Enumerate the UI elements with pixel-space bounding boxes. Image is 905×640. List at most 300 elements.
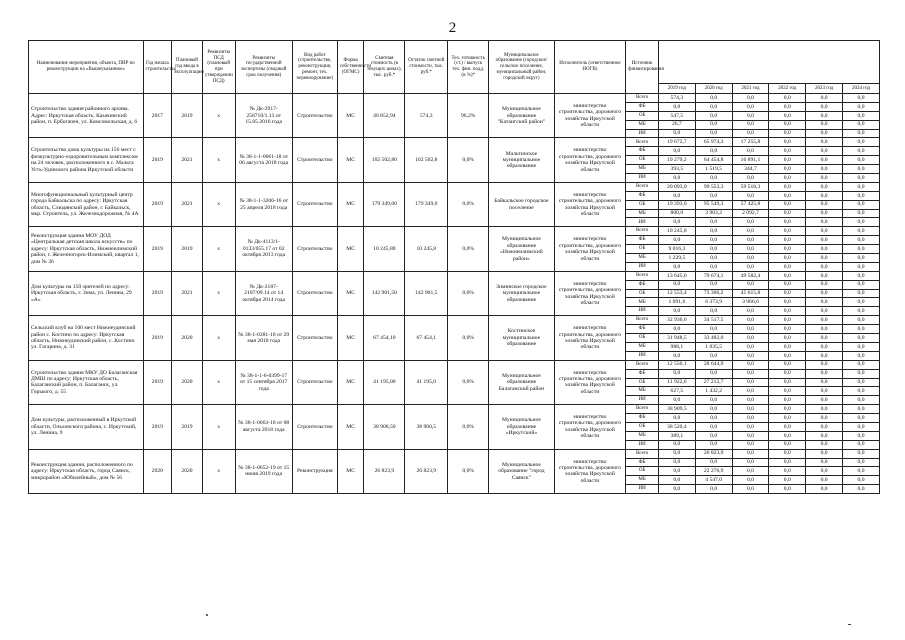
value-cell: 0,0 xyxy=(806,254,843,263)
funding-source: Всего xyxy=(626,227,659,236)
value-cell: 0,0 xyxy=(769,476,806,485)
header-cell: Муниципальное образование (городское/сельское поселение, муниципальный район, городской округ) xyxy=(489,41,554,94)
value-cell: 0,0 xyxy=(695,307,732,316)
value-cell: 0,0 xyxy=(806,102,843,111)
value-cell: 0,0 xyxy=(843,334,880,343)
header-cell: Тех. готовность (ст.) / выпуск тех. фин. подд. (в %)* xyxy=(448,41,489,94)
value-cell: 0,0 xyxy=(695,120,732,129)
value-cell: 12 553,4 xyxy=(658,289,695,298)
cell-municipality: Муниципальное образование "Катангский район" xyxy=(489,94,554,138)
value-cell: 344,7 xyxy=(732,165,769,174)
cell-municipality: Муниципальное образование «Иркутский» xyxy=(489,405,554,449)
cell-name: Сельский клуб на 100 мест Нижнеудинский район с. Костино по адресу: Иркутская область, Нижнеудинский район, с. Костино ул. Гагарина, д. 31 xyxy=(29,316,144,360)
value-cell: 0,0 xyxy=(769,209,806,218)
cell-municipality: Муниципальное образование «Нижнеилимский район» xyxy=(489,227,554,271)
value-cell: 0,0 xyxy=(769,449,806,458)
cell-psd: х xyxy=(202,94,235,138)
header-cell: Форма собственности (ОГМС) xyxy=(337,41,364,94)
value-cell: 2 092,7 xyxy=(732,209,769,218)
value-cell: 0,0 xyxy=(658,458,695,467)
value-cell: 0,0 xyxy=(806,387,843,396)
value-cell: 0,0 xyxy=(769,218,806,227)
funding-source: МБ xyxy=(626,209,659,218)
cell-start: 2019 xyxy=(143,227,172,271)
value-cell: 38 909,5 xyxy=(658,405,695,414)
value-cell: 0,0 xyxy=(843,191,880,200)
value-cell: 0,0 xyxy=(806,182,843,191)
funding-source: ИИ xyxy=(626,262,659,271)
value-cell: 0,0 xyxy=(695,111,732,120)
value-cell: 0,0 xyxy=(769,458,806,467)
value-cell: 22 276,9 xyxy=(695,467,732,476)
value-cell: 0,0 xyxy=(732,422,769,431)
cell-municipality: Муниципальное образование Балаганский район xyxy=(489,360,554,404)
cell-own: МС xyxy=(337,316,364,360)
value-cell: 0,0 xyxy=(658,280,695,289)
value-cell: 27 212,7 xyxy=(695,378,732,387)
cell-cost: 142 901,50 xyxy=(364,271,405,315)
cell-start: 2019 xyxy=(143,405,172,449)
value-cell: 0,0 xyxy=(769,236,806,245)
header-cell: Остаток сметной стоимости, тыс. руб.* xyxy=(405,41,448,94)
cell-municipality: Байкальское городское поселение xyxy=(489,182,554,226)
value-cell: 0,0 xyxy=(658,449,695,458)
funding-source: МБ xyxy=(626,165,659,174)
value-cell: 1 432,2 xyxy=(695,387,732,396)
value-cell: 0,0 xyxy=(769,245,806,254)
cell-expertise: № 38-1-1-0661-18 от 06 августа 2018 года xyxy=(235,138,292,182)
value-cell: 800,0 xyxy=(658,209,695,218)
value-cell: 0,0 xyxy=(769,271,806,280)
cell-psd: х xyxy=(202,138,235,182)
cell-work: Строительство xyxy=(292,360,337,404)
funding-source: ОБ xyxy=(626,334,659,343)
funding-source: МБ xyxy=(626,431,659,440)
value-cell: 0,0 xyxy=(843,200,880,209)
value-cell: 0,0 xyxy=(843,271,880,280)
value-cell: 0,0 xyxy=(769,174,806,183)
funding-source: МБ xyxy=(626,298,659,307)
cell-executor: министерство строительства, дорожного хозяйства Иркутской области xyxy=(554,271,626,315)
value-cell: 0,0 xyxy=(843,209,880,218)
cell-cost: 67 454,10 xyxy=(364,316,405,360)
cell-ready: 0,0% xyxy=(448,360,489,404)
value-cell: 65 974,3 xyxy=(695,138,732,147)
value-cell: 0,0 xyxy=(806,129,843,138)
cell-expertise: № Дк-4113/1-0133/055.17 от 02 октября 2013 года xyxy=(235,227,292,271)
value-cell: 0,0 xyxy=(806,440,843,449)
cell-psd: х xyxy=(202,360,235,404)
value-cell: 0,0 xyxy=(806,138,843,147)
funding-source: ИИ xyxy=(626,485,659,494)
table-row xyxy=(29,227,880,236)
cell-remaining: 10 245,8 xyxy=(405,227,448,271)
value-cell: 33 482,0 xyxy=(695,334,732,343)
value-cell: 0,0 xyxy=(769,405,806,414)
cell-remaining: 179 349,0 xyxy=(405,182,448,226)
value-cell: 0,0 xyxy=(769,440,806,449)
value-cell: 0,0 xyxy=(843,102,880,111)
value-cell: 0,0 xyxy=(658,476,695,485)
value-cell: 0,0 xyxy=(658,174,695,183)
funding-source: ИИ xyxy=(626,440,659,449)
value-cell: 0,0 xyxy=(769,298,806,307)
funding-source: ОБ xyxy=(626,467,659,476)
cell-ready: 0,0% xyxy=(448,227,489,271)
value-cell: 0,0 xyxy=(806,209,843,218)
funding-source: ОБ xyxy=(626,378,659,387)
value-cell: 0,0 xyxy=(658,129,695,138)
value-cell: 0,0 xyxy=(769,165,806,174)
value-cell: 0,0 xyxy=(732,147,769,156)
value-cell: 0,0 xyxy=(806,156,843,165)
value-cell: 64 454,8 xyxy=(695,156,732,165)
value-cell: 73 300,2 xyxy=(695,289,732,298)
value-cell: 0,0 xyxy=(806,111,843,120)
funding-source: ОБ xyxy=(626,156,659,165)
value-cell: 0,0 xyxy=(806,280,843,289)
cell-expertise: № 38-1-0381-18 от 29 мая 2018 года xyxy=(235,316,292,360)
cell-remaining: 26 823,9 xyxy=(405,449,448,493)
value-cell: 0,0 xyxy=(769,289,806,298)
funding-source: ОБ xyxy=(626,289,659,298)
value-cell: 0,0 xyxy=(732,236,769,245)
value-cell: 0,0 xyxy=(695,254,732,263)
funding-source: МБ xyxy=(626,342,659,351)
value-cell: 0,0 xyxy=(806,174,843,183)
value-cell: 574,3 xyxy=(658,94,695,103)
value-cell: 0,0 xyxy=(695,280,732,289)
funding-source: ОБ xyxy=(626,111,659,120)
value-cell: 0,0 xyxy=(843,396,880,405)
value-cell: 0,0 xyxy=(806,94,843,103)
value-cell: 0,0 xyxy=(769,369,806,378)
cell-executor: министерство строительства, дорожного хозяйства Иркутской области xyxy=(554,405,626,449)
funding-source: МБ xyxy=(626,387,659,396)
value-cell: 0,0 xyxy=(806,369,843,378)
value-cell: 49 582,4 xyxy=(732,271,769,280)
header-cell: Плановый год ввода в эксплуатацию xyxy=(172,41,203,94)
value-cell: 0,0 xyxy=(843,182,880,191)
value-cell: 0,0 xyxy=(769,254,806,263)
cell-name: Дом культуры, расположенный в Иркутской области, Ольхонского района, с. Иркутский, ул. Ленина, 9 xyxy=(29,405,144,449)
cell-executor: министерство строительства, дорожного хозяйства Иркутской области xyxy=(554,182,626,226)
cell-expertise: № Дк-2187-2187/09.14 от 14 октября 2014 года xyxy=(235,271,292,315)
value-cell: 1 035,5 xyxy=(695,342,732,351)
funding-source: ФБ xyxy=(626,325,659,334)
value-cell: 0,0 xyxy=(695,431,732,440)
value-cell: 0,0 xyxy=(769,334,806,343)
value-cell: 0,0 xyxy=(658,262,695,271)
cell-start: 2019 xyxy=(143,271,172,315)
funding-source: ФБ xyxy=(626,458,659,467)
value-cell: 0,0 xyxy=(806,485,843,494)
value-cell: 0,0 xyxy=(843,218,880,227)
value-cell: 547,5 xyxy=(658,111,695,120)
header-cell: Год начала строительства xyxy=(143,41,172,94)
cell-remaining: 67 454,1 xyxy=(405,316,448,360)
value-cell: 0,0 xyxy=(843,245,880,254)
value-cell: 0,0 xyxy=(806,458,843,467)
value-cell: 0,0 xyxy=(806,236,843,245)
cell-ready: 0,0% xyxy=(448,405,489,449)
cell-remaining: 102 502,8 xyxy=(405,138,448,182)
value-cell: 0,0 xyxy=(843,405,880,414)
cell-start: 2019 xyxy=(143,182,172,226)
cell-expertise: № 38-1-1-3206-16 от 25 апреля 2018 года xyxy=(235,182,292,226)
value-cell: 0,0 xyxy=(806,289,843,298)
cell-cost: 41 195,00 xyxy=(364,360,405,404)
value-cell: 59 518,3 xyxy=(732,182,769,191)
cell-cost: 26 823,9 xyxy=(364,449,405,493)
header-cell: Источник финансирования xyxy=(626,41,659,94)
value-cell: 0,0 xyxy=(843,254,880,263)
cell-own: МС xyxy=(337,271,364,315)
value-cell: 0,0 xyxy=(843,431,880,440)
value-cell: 19 393,0 xyxy=(658,200,695,209)
header-blank xyxy=(658,41,879,84)
value-cell: 0,0 xyxy=(732,476,769,485)
funding-source: ИИ xyxy=(626,396,659,405)
cell-expertise: № 38-1-0652-19 от 15 июня 2019 года xyxy=(235,449,292,493)
value-cell: 0,0 xyxy=(806,476,843,485)
value-cell: 0,0 xyxy=(732,227,769,236)
value-cell: 0,0 xyxy=(769,191,806,200)
value-cell: 0,0 xyxy=(695,94,732,103)
value-cell: 26 823,9 xyxy=(695,449,732,458)
value-cell: 0,0 xyxy=(843,227,880,236)
value-cell: 0,0 xyxy=(732,405,769,414)
value-cell: 0,0 xyxy=(769,360,806,369)
value-cell: 0,0 xyxy=(732,262,769,271)
cell-work: Строительство xyxy=(292,182,337,226)
value-cell: 0,0 xyxy=(732,129,769,138)
cell-cost: 38 900,50 xyxy=(364,405,405,449)
value-cell: 0,0 xyxy=(843,387,880,396)
value-cell: 0,0 xyxy=(806,227,843,236)
funding-source: ИИ xyxy=(626,129,659,138)
value-cell: 0,0 xyxy=(843,280,880,289)
funding-source: ФБ xyxy=(626,191,659,200)
value-cell: 0,0 xyxy=(806,218,843,227)
cell-remaining: 38 900,5 xyxy=(405,405,448,449)
value-cell: 0,0 xyxy=(732,360,769,369)
funding-source: ФБ xyxy=(626,102,659,111)
funding-source: ФБ xyxy=(626,147,659,156)
value-cell: 38 520,4 xyxy=(658,422,695,431)
cell-own: МС xyxy=(337,449,364,493)
value-cell: 393,5 xyxy=(658,165,695,174)
value-cell: 0,0 xyxy=(769,342,806,351)
cell-remaining: 142 901,5 xyxy=(405,271,448,315)
value-cell: 1 229,5 xyxy=(658,254,695,263)
table-header xyxy=(29,41,880,94)
value-cell: 0,0 xyxy=(806,467,843,476)
value-cell: 0,0 xyxy=(658,307,695,316)
value-cell: 0,0 xyxy=(843,476,880,485)
cell-end: 2020 xyxy=(172,449,203,493)
table-row xyxy=(29,405,880,414)
cell-start: 2017 xyxy=(143,94,172,138)
value-cell: 0,0 xyxy=(843,316,880,325)
funding-source: Всего xyxy=(626,405,659,414)
value-cell: 0,0 xyxy=(769,467,806,476)
year-header: 2021 год xyxy=(732,84,769,94)
value-cell: 627,5 xyxy=(658,387,695,396)
value-cell: 0,0 xyxy=(732,440,769,449)
value-cell: 0,0 xyxy=(695,218,732,227)
value-cell: 0,0 xyxy=(695,485,732,494)
value-cell: 0,0 xyxy=(806,325,843,334)
value-cell: 0,0 xyxy=(843,342,880,351)
value-cell: 0,0 xyxy=(732,254,769,263)
value-cell: 0,0 xyxy=(769,227,806,236)
cell-end: 2021 xyxy=(172,182,203,226)
value-cell: 12 550,1 xyxy=(658,360,695,369)
cell-name: Реконструкция здания МОУ ДОД «Центральная детская школа искусств» по адресу: Иркутская область, Нижнеилимский район, г. Железногорск-Илимский, квартал 1, дом № 36 xyxy=(29,227,144,271)
cell-work: Строительство xyxy=(292,316,337,360)
value-cell: 0,0 xyxy=(695,369,732,378)
value-cell: 0,0 xyxy=(732,387,769,396)
value-cell: 0,0 xyxy=(806,262,843,271)
funding-source: ОБ xyxy=(626,245,659,254)
cell-start: 2020 xyxy=(143,449,172,493)
cell-ready: 96,2% xyxy=(448,94,489,138)
table-row xyxy=(29,449,880,458)
value-cell: 0,0 xyxy=(732,191,769,200)
value-cell: 0,0 xyxy=(843,449,880,458)
cell-executor: министерство строительства, дорожного хозяйства Иркутской области xyxy=(554,360,626,404)
value-cell: 0,0 xyxy=(843,147,880,156)
value-cell: 3 966,6 xyxy=(732,298,769,307)
page-number: 2 xyxy=(448,20,457,36)
value-cell: 0,0 xyxy=(732,396,769,405)
value-cell: 0,0 xyxy=(695,422,732,431)
funding-source: ОБ xyxy=(626,200,659,209)
value-cell: 4 547,0 xyxy=(695,476,732,485)
cell-name: Строительство здания районного архива. Адрес: Иркутская область, Казачинский район, п. Ербогачен, ул. Комсомольская, д. 6 xyxy=(29,94,144,138)
value-cell: 0,0 xyxy=(695,147,732,156)
funding-source: ИИ xyxy=(626,174,659,183)
value-cell: 0,0 xyxy=(732,458,769,467)
value-cell: 0,0 xyxy=(658,467,695,476)
funding-source: ИИ xyxy=(626,351,659,360)
cell-work: Строительство xyxy=(292,227,337,271)
funding-source: ИИ xyxy=(626,218,659,227)
cell-end: 2021 xyxy=(172,271,203,315)
value-cell: 0,0 xyxy=(769,262,806,271)
value-cell: 0,0 xyxy=(732,431,769,440)
year-header: 2024 год xyxy=(843,84,880,94)
cell-work: Строительство xyxy=(292,271,337,315)
value-cell: 0,0 xyxy=(843,298,880,307)
cell-executor: министерство строительства, дорожного хозяйства Иркутской области xyxy=(554,227,626,271)
value-cell: 0,0 xyxy=(769,102,806,111)
cell-ready: 0,0% xyxy=(448,316,489,360)
value-cell: 0,0 xyxy=(695,405,732,414)
value-cell: 0,0 xyxy=(806,200,843,209)
value-cell: 0,0 xyxy=(843,156,880,165)
scan-speck xyxy=(848,624,851,625)
value-cell: 0,0 xyxy=(806,307,843,316)
header-cell: Наименование мероприятия, объекта, ПИР по реконструкции на «Вышеуказанное» xyxy=(29,41,144,94)
value-cell: 0,0 xyxy=(806,351,843,360)
funding-source: ОБ xyxy=(626,422,659,431)
value-cell: 0,0 xyxy=(769,147,806,156)
value-cell: 0,0 xyxy=(843,369,880,378)
cell-name: Многофункциональный культурный центр города Байкальска по адресу: Иркутская область, Слюдянский район, г. Байкальск, мкр. Строитель, ул. Железнодорожная, № 4А xyxy=(29,182,144,226)
cell-psd: х xyxy=(202,449,235,493)
cell-cost: 40 852,94 xyxy=(364,94,405,138)
value-cell: 79 674,1 xyxy=(695,271,732,280)
cell-name: Строительство дома культуры на 156 мест с физкультурно-оздоровительным комплексом на 24 человек, расположенного в с. Мальта Усть-Удинского района Иркутской области xyxy=(29,138,144,182)
value-cell: 0,0 xyxy=(732,316,769,325)
value-cell: 0,0 xyxy=(695,325,732,334)
value-cell: 0,0 xyxy=(806,165,843,174)
value-cell: 0,0 xyxy=(695,396,732,405)
cell-own: МС xyxy=(337,405,364,449)
value-cell: 0,0 xyxy=(732,111,769,120)
cell-end: 2019 xyxy=(172,227,203,271)
value-cell: 0,0 xyxy=(732,334,769,343)
value-cell: 0,0 xyxy=(732,467,769,476)
funding-source: ФБ xyxy=(626,369,659,378)
funding-source: Всего xyxy=(626,182,659,191)
value-cell: 0,0 xyxy=(843,325,880,334)
cell-own: МС xyxy=(337,227,364,271)
cell-psd: х xyxy=(202,271,235,315)
cell-end: 2020 xyxy=(172,316,203,360)
value-cell: 0,0 xyxy=(658,325,695,334)
cell-start: 2019 xyxy=(143,316,172,360)
value-cell: 0,0 xyxy=(769,94,806,103)
header-cell: Исполнитель (ответственное НОГВ) xyxy=(554,41,626,94)
value-cell: 0,0 xyxy=(695,227,732,236)
value-cell: 0,0 xyxy=(695,191,732,200)
table-row xyxy=(29,271,880,280)
value-cell: 0,0 xyxy=(695,236,732,245)
value-cell: 0,0 xyxy=(769,325,806,334)
value-cell: 26,7 xyxy=(658,120,695,129)
cell-ready: 0,0% xyxy=(448,138,489,182)
value-cell: 0,0 xyxy=(658,485,695,494)
cell-executor: министерство строительства, дорожного хозяйства Иркутской области xyxy=(554,138,626,182)
cell-municipality: Костинское муниципальное образование xyxy=(489,316,554,360)
funding-source: МБ xyxy=(626,120,659,129)
value-cell: 0,0 xyxy=(843,414,880,423)
value-cell: 0,0 xyxy=(732,369,769,378)
value-cell: 17 255,8 xyxy=(732,138,769,147)
value-cell: 0,0 xyxy=(769,431,806,440)
funding-source: Всего xyxy=(626,316,659,325)
value-cell: 0,0 xyxy=(732,307,769,316)
value-cell: 0,0 xyxy=(843,129,880,138)
value-cell: 0,0 xyxy=(658,147,695,156)
cell-end: 2020 xyxy=(172,360,203,404)
cell-end: 2019 xyxy=(172,94,203,138)
cell-executor: министерство строительства, дорожного хозяйства Иркутской области xyxy=(554,94,626,138)
funding-source: ФБ xyxy=(626,414,659,423)
value-cell: 0,0 xyxy=(843,440,880,449)
value-cell: 0,0 xyxy=(658,102,695,111)
year-header: 2022 год xyxy=(769,84,806,94)
cell-ready: 0,0% xyxy=(448,271,489,315)
value-cell: 0,0 xyxy=(695,458,732,467)
table-row xyxy=(29,360,880,369)
year-header: 2023 год xyxy=(806,84,843,94)
value-cell: 0,0 xyxy=(843,351,880,360)
cell-own: МС xyxy=(337,182,364,226)
